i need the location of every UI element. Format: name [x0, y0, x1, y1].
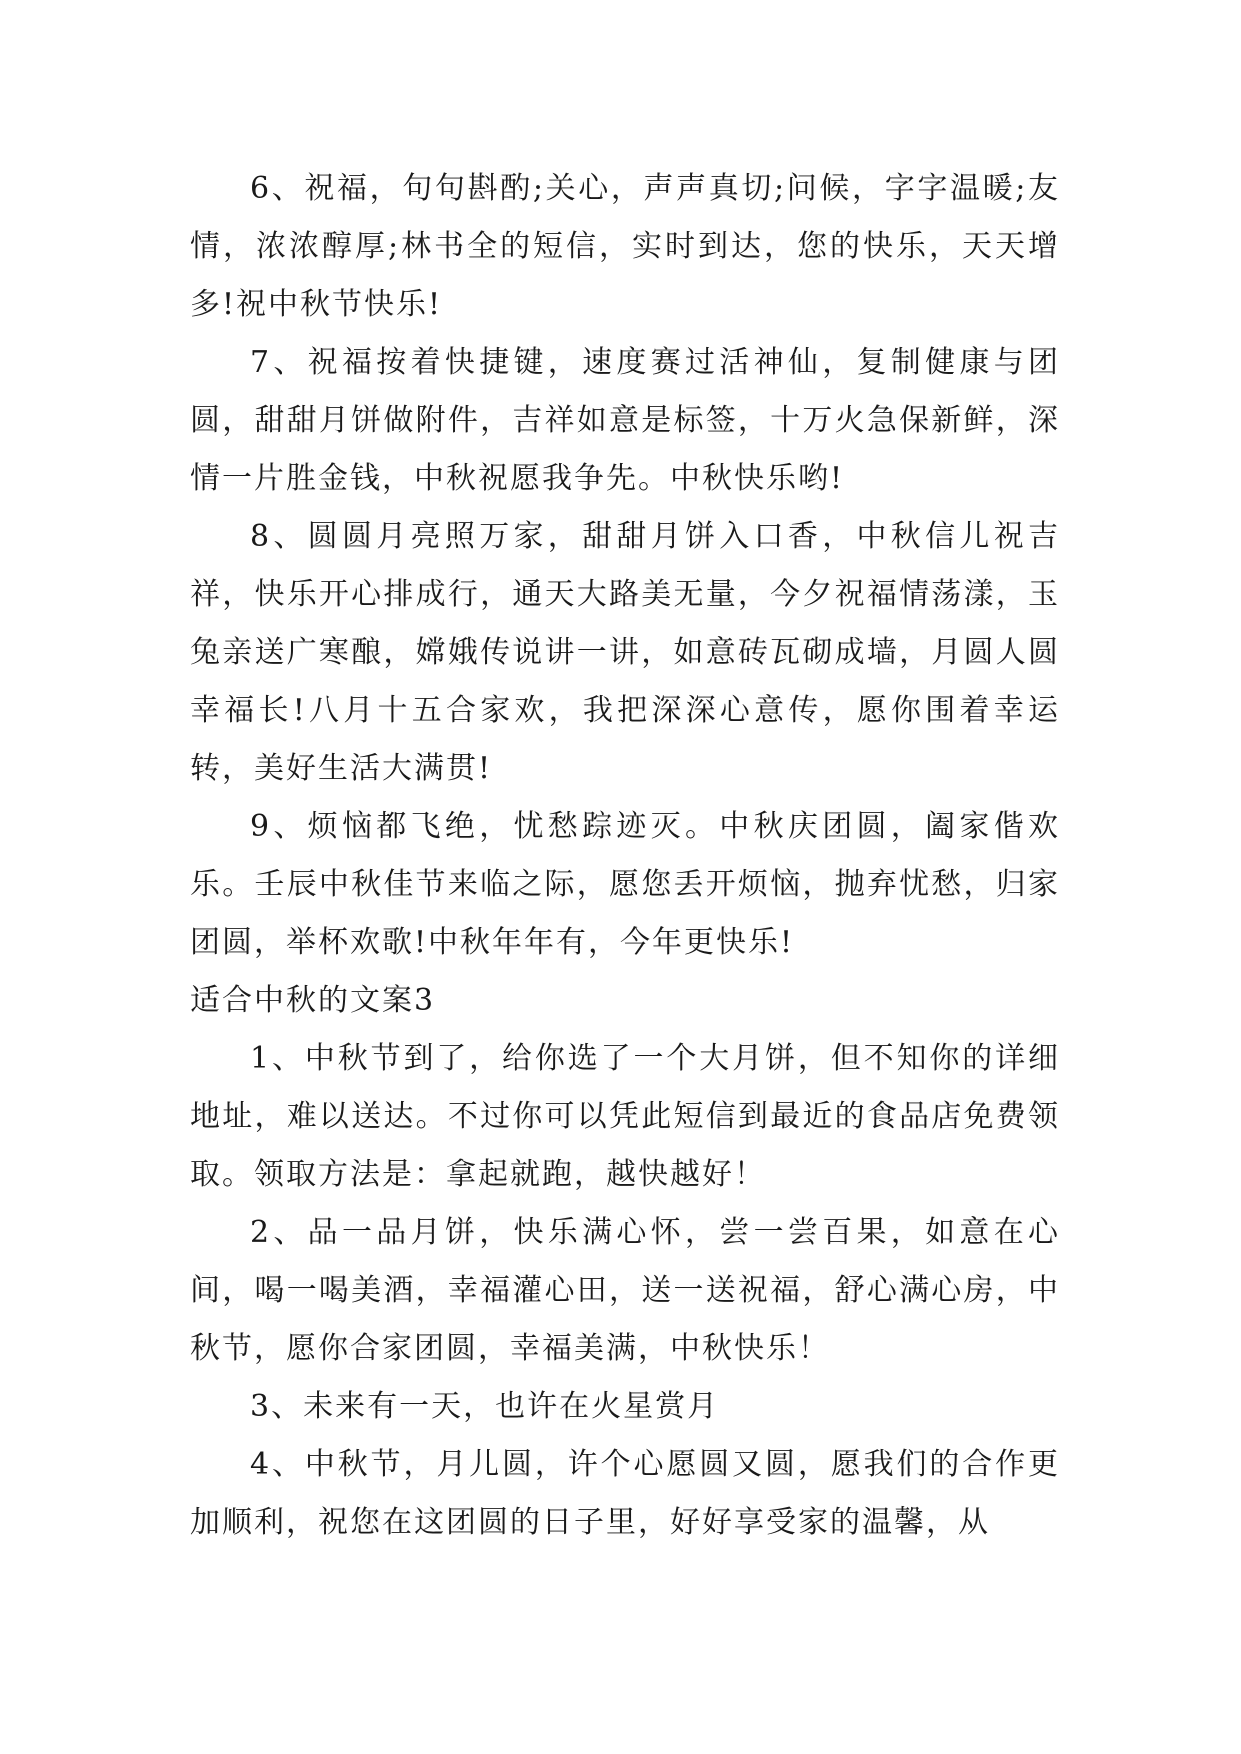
paragraph-3: 3、未来有一天，也许在火星赏月 — [250, 1389, 720, 1424]
paragraph-4: 4、中秋节，月儿圆，许个心愿圆又圆，愿我们的合作更加顺利，祝您在这团圆的日子里，好好享受家的温馨，从 — [190, 1447, 1060, 1540]
paragraph-7: 7、祝福按着快捷键，速度赛过活神仙，复制健康与团圆，甜甜月饼做附件，吉祥如意是标签，十万火急保新鲜，深情一片胜金钱，中秋祝愿我争先。中秋快乐哟! — [190, 345, 1060, 496]
document-body — [190, 160, 1060, 1552]
paragraph-6: 6、祝福，句句斟酌;关心，声声真切;问候，字字温暖;友情，浓浓醇厚;林书全的短信，实时到达，您的快乐，天天增多!祝中秋节快乐! — [190, 171, 1060, 322]
paragraph-2: 2、品一品月饼，快乐满心怀，尝一尝百果，如意在心间，喝一喝美酒，幸福灌心田，送一送祝福，舒心满心房，中秋节，愿你合家团圆，幸福美满，中秋快乐！ — [190, 1215, 1060, 1366]
paragraph-8: 8、圆圆月亮照万家，甜甜月饼入口香，中秋信儿祝吉祥，快乐开心排成行，通天大路美无量，今夕祝福情荡漾，玉兔亲送广寒酿，嫦娥传说讲一讲，如意砖瓦砌成墙，月圆人圆幸福长!八月十五合家欢，我把深深心意传，愿你围着幸运转，美好生活大满贯! — [190, 519, 1060, 786]
section-heading: 适合中秋的文案3 — [190, 983, 436, 1018]
paragraph-1: 1、中秋节到了，给你选了一个大月饼，但不知你的详细地址，难以送达。不过你可以凭此短信到最近的食品店免费领取。领取方法是：拿起就跑，越快越好！ — [190, 1041, 1060, 1192]
paragraph-9: 9、烦恼都飞绝，忧愁踪迹灭。中秋庆团圆，阖家偕欢乐。壬辰中秋佳节来临之际，愿您丢开烦恼，抛弃忧愁，归家团圆，举杯欢歌!中秋年年有，今年更快乐! — [190, 809, 1060, 960]
